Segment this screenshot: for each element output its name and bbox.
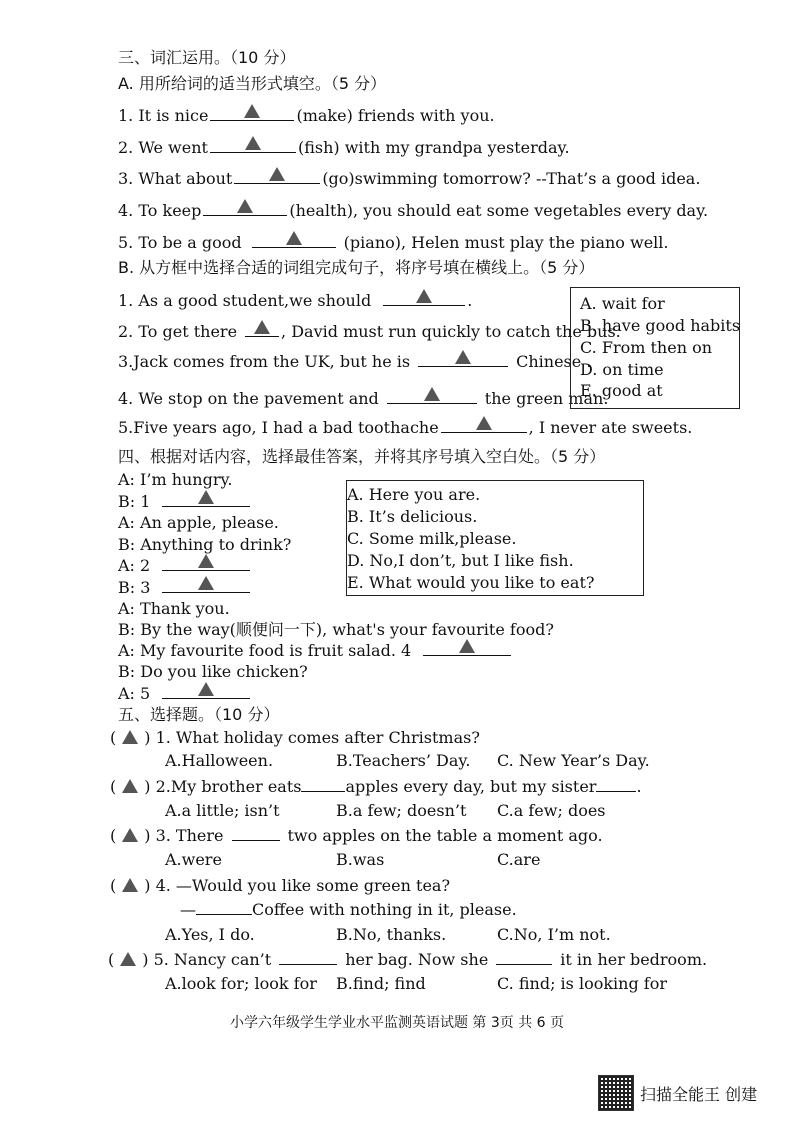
q3b-1: 1. As a good student,we should . <box>118 291 473 310</box>
section-4-title: 四、根据对话内容，选择最佳答案，并将其序号填入空白处。（5 分） <box>118 447 606 466</box>
mc-option[interactable]: C.a few; does <box>497 801 606 820</box>
page-footer: 小学六年级学生学业水平监测英语试题 第 3页 共 6 页 <box>229 1015 565 1031</box>
mc-option[interactable]: B.Teachers’ Day. <box>336 751 471 770</box>
dialog-option-b: B. It’s delicious. <box>347 507 478 526</box>
q3b-2: 2. To get there , David must run quickly to catch the bus. <box>118 322 621 341</box>
mc-option[interactable]: C.No, I’m not. <box>497 925 611 944</box>
answer-blank[interactable] <box>418 352 508 367</box>
mc-option[interactable]: A.were <box>165 850 222 869</box>
mc-option[interactable]: B.was <box>336 850 385 869</box>
mc-option[interactable]: A.look for; look for <box>165 974 317 993</box>
mc-question-2: ( ) 2.My brother eats apples every day, but my sister . <box>110 777 642 796</box>
answer-blank[interactable] <box>234 169 320 184</box>
answer-blank[interactable] <box>162 684 250 699</box>
answer-blank[interactable] <box>203 201 287 216</box>
answer-blank[interactable] <box>196 900 252 915</box>
answer-blank[interactable] <box>441 418 527 433</box>
answer-blank[interactable] <box>383 291 465 306</box>
dialog-line: A: My favourite food is fruit salad. 4 <box>118 641 513 661</box>
dialog-line: A: 5 <box>118 684 252 704</box>
option-a: A. wait for <box>580 294 665 313</box>
q3a-1: 1. It is nice (make) friends with you. <box>118 106 495 125</box>
section-3b-title: B. 从方框中选择合适的词组完成句子，将序号填在横线上。（5 分） <box>118 258 595 277</box>
triangle-icon <box>286 231 302 245</box>
mc-question-5: ( ) 5. Nancy can’t her bag. Now she it in her bedroom. <box>108 950 708 969</box>
mc-option[interactable]: B.find; find <box>336 974 426 993</box>
triangle-icon[interactable] <box>122 828 138 842</box>
dialog-option-e: E. What would you like to eat? <box>347 573 595 592</box>
triangle-icon <box>245 136 261 150</box>
triangle-icon <box>476 416 492 430</box>
q3a-3: 3. What about (go)swimming tomorrow? --That’s a good idea. <box>118 169 701 188</box>
dialog-line: A: An apple, please. <box>118 513 279 532</box>
dialog-line: A: I’m hungry. <box>118 470 233 489</box>
dialog-options-box <box>346 480 644 596</box>
dialog-option-d: D. No,I don’t, but I like fish. <box>347 551 574 570</box>
triangle-icon <box>244 104 260 118</box>
dialog-line: B: 1 <box>118 492 252 512</box>
option-c: C. From then on <box>580 338 713 357</box>
option-e: E. good at <box>580 381 663 400</box>
triangle-icon <box>416 289 432 303</box>
triangle-icon[interactable] <box>120 952 136 966</box>
mc-question-4-reply: — Coffee with nothing in it, please. <box>180 900 517 919</box>
answer-blank[interactable] <box>387 389 477 404</box>
dialog-option-c: C. Some milk,please. <box>347 529 517 548</box>
mc-option[interactable]: C. find; is looking for <box>497 974 667 993</box>
answer-blank[interactable] <box>245 322 279 337</box>
triangle-icon <box>198 490 214 504</box>
mc-option[interactable]: C. New Year’s Day. <box>497 751 650 770</box>
section-3a-title: A. 用所给词的适当形式填空。（5 分） <box>118 74 387 93</box>
qr-code-icon <box>598 1075 634 1111</box>
section-3-title: 三、词汇运用。（10 分） <box>118 48 296 67</box>
triangle-icon[interactable] <box>122 730 138 744</box>
answer-blank[interactable] <box>162 492 250 507</box>
q3a-5: 5. To be a good (piano), Helen must play the piano well. <box>118 233 669 252</box>
mc-question-4: ( ) 4. —Would you like some green tea? <box>110 876 451 895</box>
answer-blank[interactable] <box>279 950 337 965</box>
q3b-3: 3.Jack comes from the UK, but he is Chinese . <box>118 352 592 371</box>
answer-blank[interactable] <box>162 556 250 571</box>
option-b: B. have good habits <box>580 316 741 335</box>
section-5-title: 五、选择题。（10 分） <box>118 705 280 724</box>
answer-blank[interactable] <box>162 578 250 593</box>
triangle-icon[interactable] <box>122 878 138 892</box>
q3a-4: 4. To keep (health), you should eat some vegetables every day. <box>118 201 709 220</box>
triangle-icon[interactable] <box>122 779 138 793</box>
triangle-icon <box>455 350 471 364</box>
mc-option[interactable]: A.a little; isn’t <box>165 801 280 820</box>
triangle-icon <box>198 554 214 568</box>
dialog-line: B: Do you like chicken? <box>118 662 308 681</box>
triangle-icon <box>254 320 270 334</box>
mc-option[interactable]: A.Yes, I do. <box>165 925 255 944</box>
answer-blank[interactable] <box>210 106 294 121</box>
triangle-icon <box>198 682 214 696</box>
word-options-box <box>570 287 740 409</box>
triangle-icon <box>269 167 285 181</box>
dialog-line: B: 3 <box>118 578 252 598</box>
scanner-watermark: 扫描全能王 创建 <box>640 1085 758 1104</box>
answer-blank[interactable] <box>252 233 336 248</box>
q3b-5: 5.Five years ago, I had a bad toothache , I never ate sweets. <box>118 418 693 437</box>
mc-option[interactable]: A.Halloween. <box>165 751 274 770</box>
mc-option[interactable]: C.are <box>497 850 541 869</box>
triangle-icon <box>237 199 253 213</box>
q3b-4: 4. We stop on the pavement and the green man. <box>118 389 609 408</box>
dialog-line: B: By the way(顺便问一下), what's your favourite food? <box>118 620 554 639</box>
answer-blank[interactable] <box>232 826 280 841</box>
answer-blank[interactable] <box>496 950 552 965</box>
dialog-option-a: A. Here you are. <box>347 485 481 504</box>
mc-option[interactable]: B.a few; doesn’t <box>336 801 467 820</box>
triangle-icon <box>198 576 214 590</box>
answer-blank[interactable] <box>210 138 296 153</box>
dialog-line: A: Thank you. <box>118 599 230 618</box>
mc-question-1: ( ) 1. What holiday comes after Christmas? <box>110 728 480 747</box>
mc-question-3: ( ) 3. There two apples on the table a moment ago. <box>110 826 603 845</box>
mc-option[interactable]: B.No, thanks. <box>336 925 447 944</box>
dialog-line: A: 2 <box>118 556 252 576</box>
answer-blank[interactable] <box>423 641 511 656</box>
answer-blank[interactable] <box>301 777 345 792</box>
dialog-line: B: Anything to drink? <box>118 535 292 554</box>
answer-blank[interactable] <box>596 777 636 792</box>
option-d: D. on time <box>580 360 664 379</box>
triangle-icon <box>459 639 475 653</box>
triangle-icon <box>424 387 440 401</box>
q3a-2: 2. We went (fish) with my grandpa yesterday. <box>118 138 570 157</box>
